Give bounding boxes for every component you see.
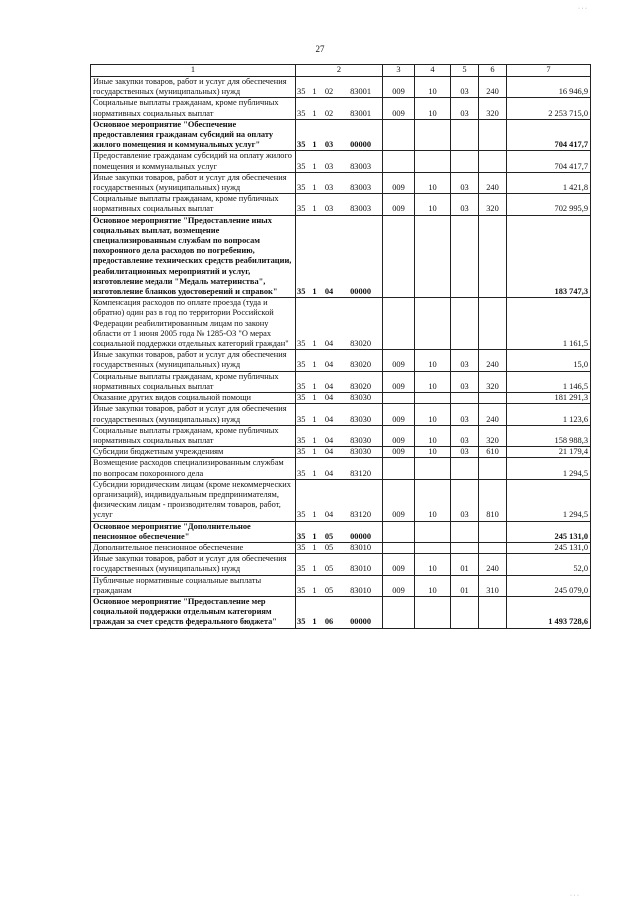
- code-part-2: 1: [312, 564, 317, 574]
- table-row: [91, 172, 591, 193]
- code-part-2: 1: [312, 161, 317, 171]
- row-col-c6: 240: [479, 404, 507, 425]
- row-name: Дополнительное пенсионное обеспечение: [91, 542, 296, 553]
- row-col-c5: 03: [451, 194, 479, 215]
- code-part-3: 05: [324, 564, 334, 574]
- code-part-3: 04: [324, 287, 334, 297]
- code-part-4: 83020: [350, 381, 371, 391]
- code-part-1: 35: [297, 161, 306, 171]
- row-name: Предоставление гражданам субсидий на оплату жилого помещения и коммунальных услуг: [91, 151, 296, 172]
- row-col-c4: 10: [415, 98, 451, 119]
- row-name: Основное мероприятие "Обеспечение предоставления гражданам субсидий на оплату жилого помещения и коммунальных услуг": [91, 119, 296, 151]
- row-col-c4: [415, 521, 451, 542]
- code-part-1: 35: [297, 564, 306, 574]
- row-amount: 245 131,0: [507, 542, 591, 553]
- row-col-c6: [479, 298, 507, 350]
- table-row: [91, 425, 591, 446]
- code-part-1: 35: [297, 381, 306, 391]
- code-part-4: 83003: [350, 204, 371, 214]
- row-target-code: [296, 404, 383, 425]
- row-col-c4: [415, 596, 451, 628]
- row-name: Иные закупки товаров, работ и услуг для обеспечения государственных (муниципальных) нужд: [91, 404, 296, 425]
- row-col-c6: [479, 151, 507, 172]
- row-col-c5: 03: [451, 98, 479, 119]
- code-part-3: 03: [324, 161, 334, 171]
- row-col-c5: 01: [451, 554, 479, 575]
- row-col-c5: 03: [451, 404, 479, 425]
- row-col-c4: [415, 119, 451, 151]
- table-row: [91, 542, 591, 553]
- row-col-c6: 320: [479, 371, 507, 392]
- code-part-4: 00000: [350, 287, 371, 297]
- row-amount: 15,0: [507, 350, 591, 371]
- row-col-c3: 009: [383, 194, 415, 215]
- code-part-4: 83030: [350, 393, 371, 403]
- table-row: [91, 479, 591, 521]
- code-part-1: 35: [297, 287, 306, 297]
- row-col-c4: 10: [415, 479, 451, 521]
- row-col-c6: [479, 119, 507, 151]
- table-row: [91, 215, 591, 298]
- row-col-c3: [383, 458, 415, 479]
- row-col-c3: [383, 542, 415, 553]
- code-part-1: 35: [297, 140, 306, 150]
- table-row: [91, 98, 591, 119]
- row-target-code: [296, 215, 383, 298]
- code-part-2: 1: [312, 140, 317, 150]
- row-col-c4: [415, 542, 451, 553]
- row-col-c5: [451, 119, 479, 151]
- code-part-4: 83003: [350, 161, 371, 171]
- table-row: [91, 119, 591, 151]
- code-part-1: 35: [297, 435, 306, 445]
- code-part-1: 35: [297, 510, 306, 520]
- page-number: 27: [315, 44, 325, 54]
- table-row: [91, 521, 591, 542]
- code-part-4: 83020: [350, 339, 371, 349]
- row-name: Социальные выплаты гражданам, кроме публичных нормативных социальных выплат: [91, 371, 296, 392]
- row-col-c6: 240: [479, 350, 507, 371]
- row-target-code: [296, 119, 383, 151]
- row-amount: 181 291,3: [507, 393, 591, 404]
- code-part-4: 00000: [350, 140, 371, 150]
- code-part-2: 1: [312, 204, 317, 214]
- row-amount: 1 146,5: [507, 371, 591, 392]
- row-col-c5: [451, 215, 479, 298]
- row-col-c6: [479, 542, 507, 553]
- header-col-7: 7: [507, 65, 591, 77]
- row-amount: 158 988,3: [507, 425, 591, 446]
- code-part-2: 1: [312, 183, 317, 193]
- budget-table: [90, 64, 591, 629]
- row-col-c3: 009: [383, 479, 415, 521]
- row-name: Социальные выплаты гражданам, кроме публичных нормативных социальных выплат: [91, 98, 296, 119]
- table-row: [91, 404, 591, 425]
- code-part-2: 1: [312, 339, 317, 349]
- header-col-6: 6: [479, 65, 507, 77]
- code-part-1: 35: [297, 542, 306, 552]
- code-part-2: 1: [312, 468, 317, 478]
- code-part-2: 1: [312, 414, 317, 424]
- code-part-1: 35: [297, 531, 306, 541]
- code-part-4: 00000: [350, 617, 371, 627]
- code-part-2: 1: [312, 108, 317, 118]
- row-col-c4: 10: [415, 77, 451, 98]
- row-target-code: [296, 542, 383, 553]
- row-col-c6: [479, 521, 507, 542]
- row-target-code: [296, 172, 383, 193]
- table-row: [91, 596, 591, 628]
- row-col-c3: [383, 151, 415, 172]
- row-col-c3: 009: [383, 77, 415, 98]
- code-part-4: 83001: [350, 108, 371, 118]
- code-part-3: 03: [324, 140, 334, 150]
- table-row: [91, 77, 591, 98]
- header-row: [91, 65, 591, 77]
- code-part-3: 04: [324, 360, 334, 370]
- row-col-c5: 03: [451, 447, 479, 458]
- row-target-code: [296, 194, 383, 215]
- code-part-1: 35: [297, 108, 306, 118]
- row-col-c4: [415, 458, 451, 479]
- code-part-4: 83120: [350, 468, 371, 478]
- row-name: Основное мероприятие "Предоставление иных социальных выплат, возмещение специализированным службам по вопросам похоронного дела расходов по погребению, предоставление технических средств реабилитации, реабилитационных мероприятий и услуг, изготовление медали "Медаль материнства", изготовление бланков удостоверений и справок": [91, 215, 296, 298]
- row-col-c6: [479, 458, 507, 479]
- row-amount: 183 747,3: [507, 215, 591, 298]
- row-col-c3: 009: [383, 447, 415, 458]
- row-col-c3: [383, 393, 415, 404]
- table-row: [91, 447, 591, 458]
- code-part-3: 04: [324, 468, 334, 478]
- row-target-code: [296, 425, 383, 446]
- header-col-1: 1: [91, 65, 296, 77]
- table-row: [91, 393, 591, 404]
- row-col-c5: 03: [451, 479, 479, 521]
- row-name: Основное мероприятие "Предоставление мер социальной поддержки отдельным категориям граждан за счет средств федерального бюджета": [91, 596, 296, 628]
- row-col-c5: 03: [451, 425, 479, 446]
- row-amount: 52,0: [507, 554, 591, 575]
- row-col-c3: [383, 521, 415, 542]
- row-name: Возмещение расходов специализированным службам по вопросам похоронного дела: [91, 458, 296, 479]
- row-target-code: [296, 596, 383, 628]
- code-part-4: 83010: [350, 585, 371, 595]
- row-col-c4: [415, 215, 451, 298]
- row-col-c6: 810: [479, 479, 507, 521]
- code-part-2: 1: [312, 360, 317, 370]
- row-target-code: [296, 98, 383, 119]
- header-col-4: 4: [415, 65, 451, 77]
- code-part-2: 1: [312, 435, 317, 445]
- row-amount: 2 253 715,0: [507, 98, 591, 119]
- header-col-3: 3: [383, 65, 415, 77]
- code-part-1: 35: [297, 183, 306, 193]
- row-name: Иные закупки товаров, работ и услуг для обеспечения государственных (муниципальных) нужд: [91, 554, 296, 575]
- code-part-1: 35: [297, 360, 306, 370]
- row-col-c4: 10: [415, 371, 451, 392]
- row-target-code: [296, 554, 383, 575]
- code-part-4: 83030: [350, 435, 371, 445]
- code-part-2: 1: [312, 447, 317, 457]
- row-amount: 1 123,6: [507, 404, 591, 425]
- row-target-code: [296, 447, 383, 458]
- table-row: [91, 371, 591, 392]
- row-col-c3: 009: [383, 172, 415, 193]
- row-target-code: [296, 151, 383, 172]
- code-part-3: 04: [324, 339, 334, 349]
- code-part-4: 83030: [350, 414, 371, 424]
- row-col-c4: 10: [415, 425, 451, 446]
- row-amount: 704 417,7: [507, 119, 591, 151]
- scan-mark: · · ·: [570, 893, 579, 899]
- code-part-3: 04: [324, 435, 334, 445]
- code-part-4: 83030: [350, 447, 371, 457]
- code-part-4: 83010: [350, 564, 371, 574]
- table-row: [91, 575, 591, 596]
- row-target-code: [296, 458, 383, 479]
- row-col-c6: [479, 215, 507, 298]
- row-col-c4: 10: [415, 404, 451, 425]
- row-col-c3: [383, 215, 415, 298]
- code-part-1: 35: [297, 339, 306, 349]
- row-col-c5: [451, 393, 479, 404]
- row-name: Иные закупки товаров, работ и услуг для обеспечения государственных (муниципальных) нужд: [91, 172, 296, 193]
- header-col-2: 2: [296, 65, 383, 77]
- row-col-c5: [451, 521, 479, 542]
- row-col-c4: [415, 393, 451, 404]
- row-amount: 1 493 728,6: [507, 596, 591, 628]
- row-name: Субсидии бюджетным учреждениям: [91, 447, 296, 458]
- row-col-c5: [451, 298, 479, 350]
- row-col-c4: 10: [415, 447, 451, 458]
- code-part-3: 05: [324, 542, 334, 552]
- code-part-3: 04: [324, 447, 334, 457]
- row-name: Основное мероприятие "Дополнительное пенсионное обеспечение": [91, 521, 296, 542]
- row-col-c6: 320: [479, 98, 507, 119]
- row-col-c4: 10: [415, 194, 451, 215]
- code-part-1: 35: [297, 204, 306, 214]
- row-col-c3: [383, 119, 415, 151]
- row-col-c3: 009: [383, 425, 415, 446]
- row-name: Субсидии юридическим лицам (кроме некоммерческих организаций), индивидуальным предпринимателям, физическим лицам - производителям товаров, работ, услуг: [91, 479, 296, 521]
- row-col-c6: 320: [479, 425, 507, 446]
- code-part-1: 35: [297, 617, 306, 627]
- row-col-c6: 320: [479, 194, 507, 215]
- code-part-2: 1: [312, 585, 317, 595]
- code-part-4: 83010: [350, 542, 371, 552]
- code-part-3: 03: [324, 183, 334, 193]
- row-target-code: [296, 350, 383, 371]
- code-part-3: 04: [324, 510, 334, 520]
- row-col-c6: [479, 596, 507, 628]
- row-col-c3: [383, 596, 415, 628]
- code-part-2: 1: [312, 617, 317, 627]
- row-name: Оказание других видов социальной помощи: [91, 393, 296, 404]
- row-target-code: [296, 371, 383, 392]
- row-col-c6: 310: [479, 575, 507, 596]
- table-row: [91, 350, 591, 371]
- code-part-3: 03: [324, 204, 334, 214]
- code-part-4: 00000: [350, 531, 371, 541]
- table-row: [91, 554, 591, 575]
- code-part-1: 35: [297, 585, 306, 595]
- table-row: [91, 298, 591, 350]
- row-target-code: [296, 393, 383, 404]
- row-amount: 245 079,0: [507, 575, 591, 596]
- row-amount: 1 421,8: [507, 172, 591, 193]
- row-col-c6: 240: [479, 554, 507, 575]
- code-part-2: 1: [312, 542, 317, 552]
- row-col-c6: 240: [479, 172, 507, 193]
- row-col-c3: [383, 298, 415, 350]
- row-target-code: [296, 575, 383, 596]
- row-target-code: [296, 479, 383, 521]
- row-name: Иные закупки товаров, работ и услуг для обеспечения государственных (муниципальных) нужд: [91, 77, 296, 98]
- row-amount: 21 179,4: [507, 447, 591, 458]
- row-col-c3: 009: [383, 554, 415, 575]
- row-col-c6: 610: [479, 447, 507, 458]
- row-col-c4: [415, 298, 451, 350]
- code-part-1: 35: [297, 87, 306, 97]
- row-col-c5: 03: [451, 172, 479, 193]
- table-row: [91, 458, 591, 479]
- code-part-2: 1: [312, 510, 317, 520]
- header-col-5: 5: [451, 65, 479, 77]
- row-name: Публичные нормативные социальные выплаты гражданам: [91, 575, 296, 596]
- code-part-4: 83120: [350, 510, 371, 520]
- row-col-c3: 009: [383, 404, 415, 425]
- row-col-c3: 009: [383, 575, 415, 596]
- row-col-c6: [479, 393, 507, 404]
- row-col-c3: 009: [383, 350, 415, 371]
- row-col-c3: 009: [383, 98, 415, 119]
- code-part-2: 1: [312, 393, 317, 403]
- code-part-3: 04: [324, 393, 334, 403]
- row-target-code: [296, 521, 383, 542]
- row-col-c4: [415, 151, 451, 172]
- row-amount: 245 131,0: [507, 521, 591, 542]
- code-part-2: 1: [312, 381, 317, 391]
- row-col-c5: [451, 596, 479, 628]
- row-amount: 16 946,9: [507, 77, 591, 98]
- code-part-3: 04: [324, 381, 334, 391]
- row-target-code: [296, 77, 383, 98]
- row-col-c5: 01: [451, 575, 479, 596]
- row-col-c4: 10: [415, 172, 451, 193]
- code-part-1: 35: [297, 447, 306, 457]
- row-name: Иные закупки товаров, работ и услуг для обеспечения государственных (муниципальных) нужд: [91, 350, 296, 371]
- row-amount: 1 161,5: [507, 298, 591, 350]
- row-col-c5: 03: [451, 371, 479, 392]
- row-col-c5: [451, 151, 479, 172]
- row-target-code: [296, 298, 383, 350]
- row-col-c3: 009: [383, 371, 415, 392]
- code-part-4: 83020: [350, 360, 371, 370]
- code-part-2: 1: [312, 287, 317, 297]
- row-col-c5: 03: [451, 77, 479, 98]
- row-amount: 704 417,7: [507, 151, 591, 172]
- code-part-3: 05: [324, 531, 334, 541]
- row-col-c4: 10: [415, 554, 451, 575]
- code-part-1: 35: [297, 393, 306, 403]
- row-amount: 1 294,5: [507, 458, 591, 479]
- code-part-3: 06: [324, 617, 334, 627]
- row-name: Компенсация расходов по оплате проезда (туда и обратно) один раз в год по территории Российской Федерации реабилитированным лицам по закону области от 1 июня 2005 года № 1285-ОЗ "О мерах социальной поддержки отдельных категорий граждан": [91, 298, 296, 350]
- scan-mark: · · ·: [578, 6, 587, 12]
- row-col-c4: 10: [415, 350, 451, 371]
- row-amount: 702 995,9: [507, 194, 591, 215]
- row-col-c5: [451, 542, 479, 553]
- code-part-1: 35: [297, 414, 306, 424]
- row-amount: 1 294,5: [507, 479, 591, 521]
- row-col-c5: 03: [451, 350, 479, 371]
- code-part-2: 1: [312, 531, 317, 541]
- code-part-3: 05: [324, 585, 334, 595]
- code-part-4: 83001: [350, 87, 371, 97]
- row-col-c6: 240: [479, 77, 507, 98]
- row-name: Социальные выплаты гражданам, кроме публичных нормативных социальных выплат: [91, 425, 296, 446]
- code-part-3: 02: [324, 87, 334, 97]
- code-part-3: 04: [324, 414, 334, 424]
- row-col-c4: 10: [415, 575, 451, 596]
- code-part-3: 02: [324, 108, 334, 118]
- row-col-c5: [451, 458, 479, 479]
- table-row: [91, 151, 591, 172]
- code-part-2: 1: [312, 87, 317, 97]
- table-row: [91, 194, 591, 215]
- code-part-4: 83003: [350, 183, 371, 193]
- code-part-1: 35: [297, 468, 306, 478]
- row-name: Социальные выплаты гражданам, кроме публичных нормативных социальных выплат: [91, 194, 296, 215]
